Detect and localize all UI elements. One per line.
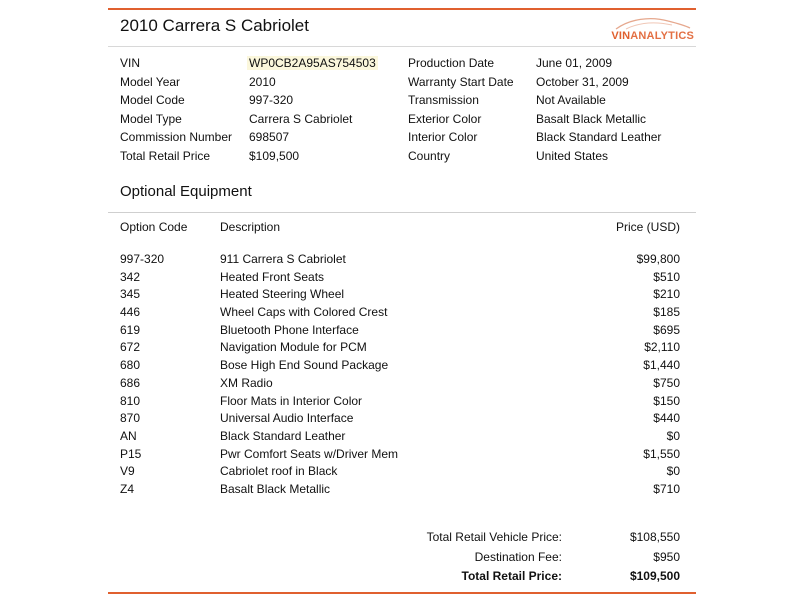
option-code: 672 (120, 340, 141, 355)
option-code: 810 (120, 393, 141, 408)
detail-value: United States (536, 148, 609, 163)
option-code: 870 (120, 411, 141, 426)
table-row (120, 394, 680, 412)
option-code: 680 (120, 358, 141, 373)
option-description: Universal Audio Interface (220, 411, 354, 426)
detail-label: Commission Number (120, 130, 233, 145)
table-row (120, 429, 680, 447)
table-row (120, 287, 680, 305)
total-label: Total Retail Price: (461, 569, 562, 583)
option-price: $750 (653, 375, 680, 390)
option-price: $185 (653, 305, 680, 320)
option-code: P15 (120, 446, 142, 461)
option-code: 446 (120, 305, 141, 320)
detail-label: Country (408, 148, 451, 163)
total-value: $950 (653, 549, 680, 564)
vinanalytics-logo (594, 14, 694, 44)
total-row-total-retail-price (408, 569, 680, 589)
table-row (120, 447, 680, 465)
total-row-destination-fee (408, 550, 680, 570)
table-row (120, 482, 680, 500)
detail-label: VIN (120, 56, 141, 70)
detail-value: 997-320 (249, 93, 294, 108)
options-table (120, 220, 680, 496)
detail-value: $109,500 (249, 148, 300, 163)
option-price: $1,550 (643, 446, 680, 461)
option-code: Z4 (120, 481, 135, 496)
column-header-option-code: Option Code (120, 220, 188, 234)
option-description: Basalt Black Metallic (220, 481, 331, 496)
option-price: $150 (653, 393, 680, 408)
option-description: Heated Front Seats (220, 269, 325, 284)
column-header-description: Description (220, 220, 281, 234)
detail-label: Transmission (408, 93, 479, 108)
table-row (120, 305, 680, 323)
detail-label: Exterior Color (408, 111, 482, 126)
detail-label: Model Type (120, 111, 182, 126)
table-row (120, 464, 680, 482)
detail-label: Model Year (120, 74, 181, 89)
table-row (120, 411, 680, 429)
option-code: 686 (120, 375, 141, 390)
detail-value: October 31, 2009 (536, 74, 629, 89)
table-row (120, 358, 680, 376)
option-price: $510 (653, 269, 680, 284)
option-code: V9 (120, 464, 135, 479)
total-value: $109,500 (629, 569, 680, 583)
table-header (120, 220, 680, 238)
page-title: 2010 Carrera S Cabriolet (120, 16, 309, 35)
table-row (120, 340, 680, 358)
option-description: XM Radio (220, 375, 273, 390)
detail-label: Total Retail Price (120, 148, 211, 163)
option-description: Heated Steering Wheel (220, 287, 345, 302)
option-description: Pwr Comfort Seats w/Driver Mem (220, 446, 399, 461)
detail-value: June 01, 2009 (536, 56, 613, 70)
detail-value: 698507 (249, 130, 290, 145)
option-description: Bluetooth Phone Interface (220, 322, 359, 337)
option-code: 997-320 (120, 252, 165, 266)
title-divider (108, 46, 696, 47)
detail-label: Production Date (408, 56, 495, 70)
detail-label: Interior Color (408, 130, 478, 145)
option-description: Cabriolet roof in Black (220, 464, 338, 479)
option-description: Navigation Module for PCM (220, 340, 367, 355)
table-row (120, 252, 680, 270)
option-description: 911 Carrera S Cabriolet (220, 252, 346, 266)
logo-text-vin: VIN (611, 30, 631, 42)
vin-value: WP0CB2A95AS754503 (249, 56, 376, 70)
option-price: $1,440 (643, 358, 680, 373)
option-price: $0 (666, 428, 680, 443)
detail-value: Black Standard Leather (536, 130, 662, 145)
option-price: $2,110 (644, 340, 680, 355)
detail-value: Carrera S Cabriolet (249, 111, 353, 126)
option-description: Bose High End Sound Package (220, 358, 389, 373)
option-code: 619 (120, 322, 141, 337)
bottom-accent-rule (108, 592, 696, 594)
table-body (120, 252, 680, 500)
option-code: 342 (120, 269, 141, 284)
option-price: $0 (666, 464, 680, 479)
total-label: Total Retail Vehicle Price: (426, 530, 562, 544)
option-price: $210 (653, 287, 680, 302)
top-accent-rule (108, 8, 696, 10)
option-description: Black Standard Leather (220, 428, 346, 443)
table-row (120, 323, 680, 341)
option-price: $99,800 (636, 252, 680, 266)
option-description: Floor Mats in Interior Color (220, 393, 363, 408)
total-row-vehicle-price (408, 530, 680, 550)
logo-text-analytics: ANALYTICS (630, 30, 694, 42)
detail-value: Basalt Black Metallic (536, 111, 647, 126)
option-price: $440 (653, 411, 680, 426)
price-totals (408, 530, 680, 589)
table-row (120, 376, 680, 394)
detail-label: Warranty Start Date (408, 74, 514, 89)
table-row (120, 270, 680, 288)
option-code: AN (120, 428, 137, 443)
column-header-price: Price (USD) (615, 220, 680, 234)
detail-value: 2010 (249, 74, 276, 89)
section-divider (108, 212, 696, 213)
window-sticker (108, 8, 696, 596)
total-value: $108,550 (629, 530, 680, 544)
option-price: $710 (653, 481, 680, 496)
option-code: 345 (120, 287, 141, 302)
option-price: $695 (653, 322, 680, 337)
total-label: Destination Fee: (474, 549, 562, 564)
option-description: Wheel Caps with Colored Crest (220, 305, 388, 320)
detail-label: Model Code (120, 93, 185, 108)
section-title-optional-equipment: Optional Equipment (120, 183, 252, 200)
detail-value: Not Available (536, 93, 606, 108)
